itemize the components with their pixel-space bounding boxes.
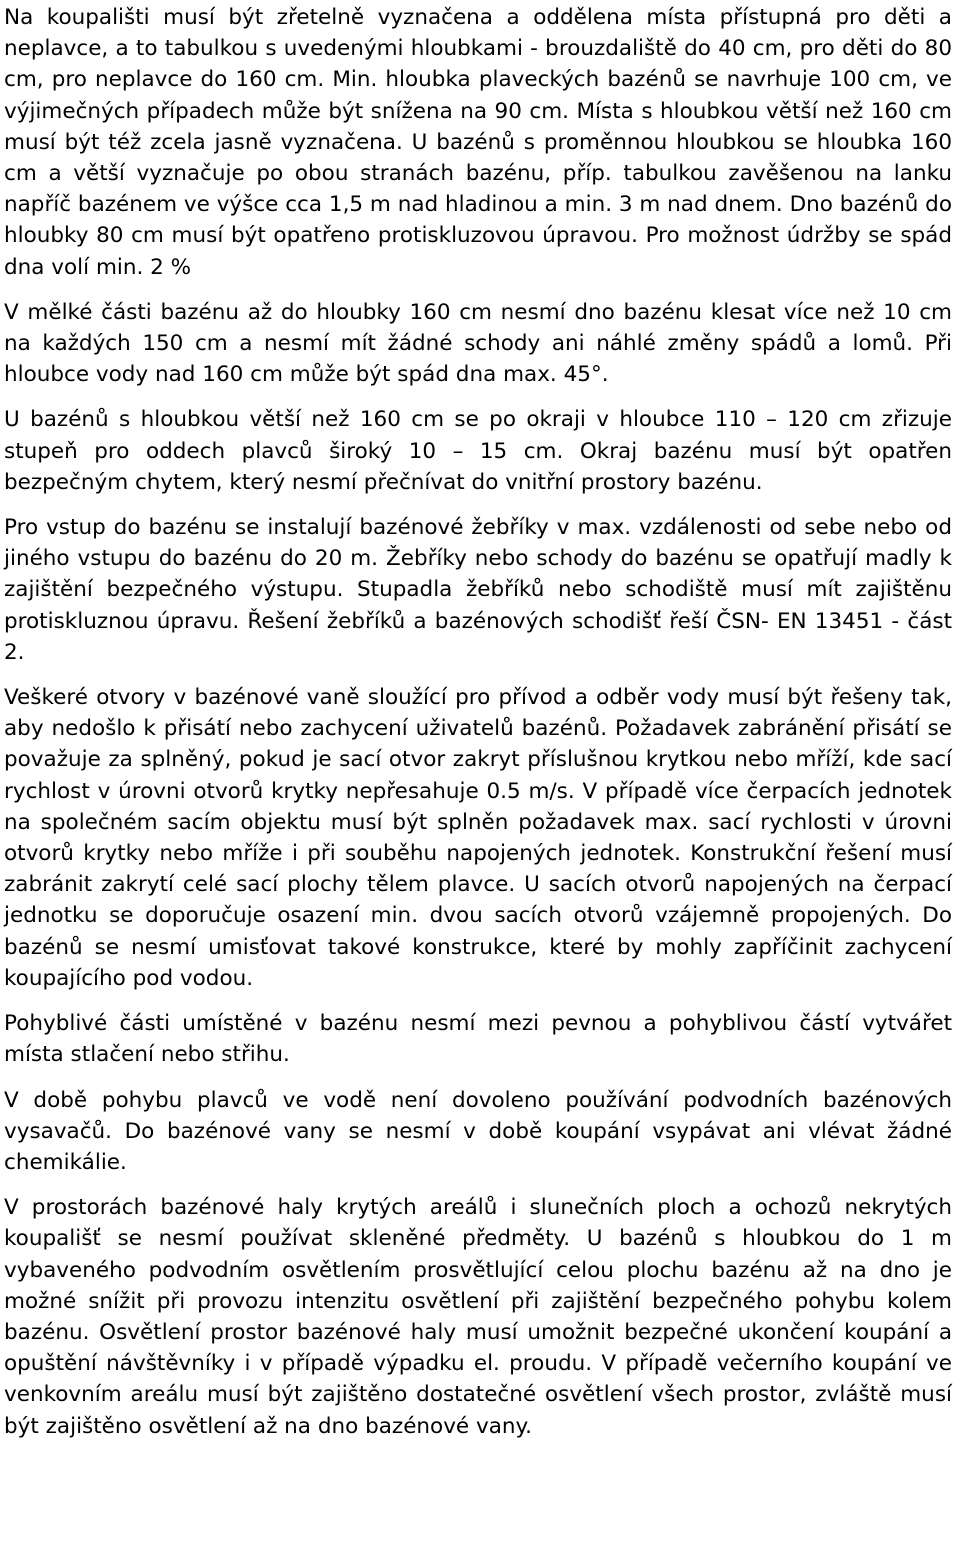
- paragraph-ladders: Pro vstup do bazénu se instalují bazénové žebříky v max. vzdálenosti od sebe nebo od jiného vstupu do bazénu do 20 m. Žebříky nebo schody do bazénu se opatřují madly k zajištění bezpečného výstupu. Stupadla žebříků nebo schodiště musí mít zajištěnu protiskluznou úpravu. Řešení žebříků a bazénových schodišť řeší ČSN- EN 13451 - část 2.: [4, 515, 952, 665]
- paragraph-pool-vacuums: V době pohybu plavců ve vodě není dovoleno používání podvodních bazénových vysavačů. Do bazénové vany se nesmí v době koupání vsypávat ani vlévat žádné chemikálie.: [4, 1087, 952, 1175]
- paragraph-suction-openings: Veškeré otvory v bazénové vaně sloužící pro přívod a odběr vody musí být řešeny tak, aby nedošlo k přisátí nebo zachycení uživatelů bazénů. Požadavek zabránění přisátí se považuje za splněný, pokud je sací otvor zakryt příslušnou krytkou nebo mříží, kde sací rychlost v úrovni otvorů krytky nepřesahuje 0.5 m/s. V případě více čerpacích jednotek na společném sacím objektu musí být splněn požadavek max. sací rychlosti v úrovni otvorů krytky nebo mříže i při souběhu napojených jednotek. Konstrukční řešení musí zabránit zakrytí celé sací plochy tělem plavce. U sacích otvorů napojených na čerpací jednotku se doporučuje osazení min. dvou sacích otvorů vzájemně propojených. Do bazénů se nesmí umisťovat takové konstrukce, které by mohly zapříčinit zachycení koupajícího pod vodou.: [4, 685, 952, 991]
- paragraph-shallow-section-slope: V mělké části bazénu až do hloubky 160 cm nesmí dno bazénu klesat více než 10 cm na každých 150 cm a nesmí mít žádné schody ani náhlé změny spádů a lomů. Při hloubce vody nad 160 cm může být spád dna max. 45°.: [4, 299, 952, 388]
- paragraph-rest-step: U bazénů s hloubkou větší než 160 cm se po okraji v hloubce 110 – 120 cm zřizuje stupeň pro oddech plavců široký 10 – 15 cm. Okraj bazénu musí být opatřen bezpečným chytem, který nesmí přečnívat do vnitřní prostory bazénu.: [4, 407, 952, 495]
- paragraph-pool-depth-marking: Na koupališti musí být zřetelně vyznačena a oddělena místa přístupná pro děti a neplavce, a to tabulkou s uvedenými hloubkami - brouzdaliště do 40 cm, pro děti do 80 cm, pro neplavce do 160 cm. Min. hloubka plaveckých bazénů se navrhuje 100 cm, ve výjimečných případech může být snížena na 90 cm. Místa s hloubkou větší než 160 cm musí být též zcela jasně vyznačena. U bazénů s proměnnou hloubkou se hloubka 160 cm a větší vyznačuje po obou stranách bazénu, příp. tabulkou zavěšenou na lanku napříč bazénem ve výšce cca 1,5 m nad hladinou a min. 3 m nad dnem. Dno bazénů do hloubky 80 cm musí být opatřeno protiskluzovou úpravou. Pro možnost údržby se spád dna volí min. 2 %: [4, 5, 952, 280]
- paragraph-moving-parts: Pohyblivé části umístěné v bazénu nesmí mezi pevnou a pohyblivou částí vytvářet místa stlačení nebo střihu.: [4, 1011, 952, 1068]
- paragraph-glass-and-lighting: V prostorách bazénové haly krytých areálů i slunečních ploch a ochozů nekrytých koupališť se nesmí používat skleněné předměty. U bazénů s hloubkou do 1 m vybaveného podvodním osvětlením prosvětlující celou plochu bazénu až na dno je možné snížit při provozu intenzitu osvětlení při zajištění bezpečného pohybu kolem bazénu. Osvětlení prostor bazénové haly musí umožnit bezpečné ukončení koupání a opuštění návštěvníky i v případě výpadku el. proudu. V případě večerního koupání ve venkovním areálu musí být zajištěno dostatečné osvětlení všech prostor, zvláště musí být zajištěno osvětlení až na dno bazénové vany.: [4, 1195, 952, 1439]
